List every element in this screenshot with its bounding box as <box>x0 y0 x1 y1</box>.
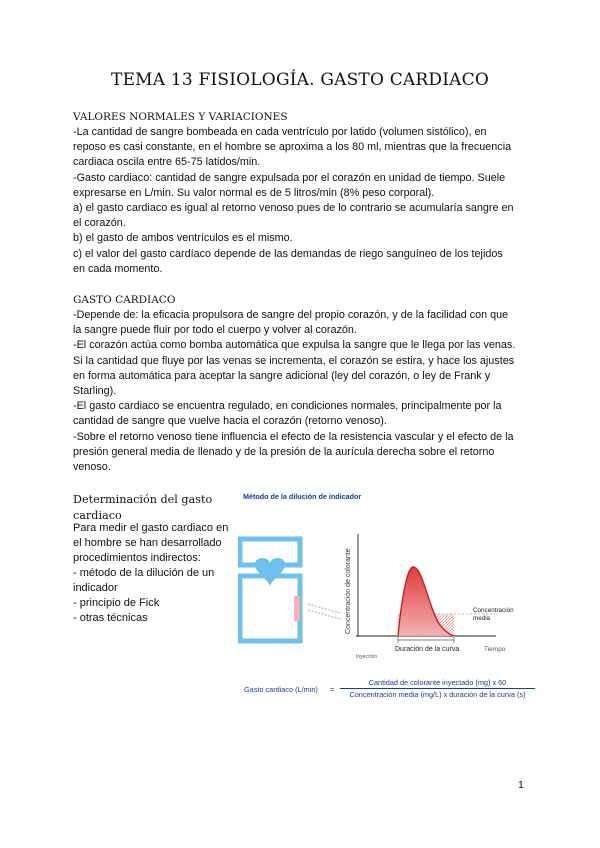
concentration-graph <box>356 534 496 643</box>
paragraph-line: -Depende de: la eficacia propulsora de sangre del propio corazón, y de la facilidad con que <box>73 309 509 321</box>
heart-icon <box>255 558 285 587</box>
upper-vessel-loop <box>240 539 300 565</box>
paragraph-line: reposo es casi constante, en el hombre se aproxima a los 80 ml, mientras que la frecuencia <box>73 141 512 154</box>
paragraph-line: -El corazón actúa como bomba automática que expulsa la sangre que le llega por las venas. <box>73 339 516 352</box>
paragraph-line: en forma automática para aceptar la sangre adicional (ley del corazón, o ley de Frank y <box>73 369 491 382</box>
section-determinacion-text <box>73 521 248 626</box>
paragraph-line: -El gasto cardiaco se encuentra regulado, en condiciones normales, principalmente por la <box>73 400 502 413</box>
heart-circuit-diagram <box>240 539 340 641</box>
paragraph-line: Starling). <box>73 385 117 398</box>
list-item: - método de la dilución de un <box>73 567 215 579</box>
figure-illustration <box>238 504 538 684</box>
list-item: indicador <box>73 582 118 594</box>
paragraph-line: a) el gasto cardiaco es igual al retorno venoso pues de lo contrario se acumularía sangre en <box>73 202 514 215</box>
paragraph-line: expresarse en L/min. Su valor normal es de 5 litros/min (8% peso corporal). <box>73 186 435 199</box>
formula-equals: = <box>330 685 335 694</box>
figure-title: Método de la dilución de indicador <box>243 492 362 501</box>
paragraph-line: procedimientos indirectos: <box>73 552 201 564</box>
paragraph-line: -La cantidad de sangre bombeada en cada ventrículo por latido (volumen sistólico), en <box>73 126 487 138</box>
paragraph-line: venoso. <box>73 461 111 474</box>
heading-line: cardiaco <box>73 509 122 522</box>
formula-lhs: Gasto cardiaco (L/min) <box>244 685 318 694</box>
page-title: TEMA 13 FISIOLOGÍA. GASTO CARDIACO <box>111 70 489 90</box>
paragraph-line: -Gasto cardiaco: cantidad de sangre expulsada por el corazón en unidad de tiempo. Suele <box>73 171 506 184</box>
fraction-bar <box>340 688 535 689</box>
paragraph-line: -Sobre el retorno venoso tiene influencia el efecto de la resistencia vascular y el efecto de la <box>73 430 514 443</box>
section-heading: VALORES NORMALES Y VARIACIONES <box>73 111 288 123</box>
list-item: - principio de Fick <box>73 597 160 609</box>
paragraph-line: el corazón. <box>73 217 126 230</box>
injection-label: Inyección <box>356 654 378 660</box>
paragraph-line: cantidad de sangre que vuelve hacia el corazón (retorno venoso). <box>73 415 387 428</box>
section-heading: GASTO CARDIACO <box>73 294 176 306</box>
y-axis-label: Concentración de colorante <box>345 548 352 634</box>
paragraph-line: Para medir el gasto cardiaco en <box>73 522 229 534</box>
indicator-dilution-figure <box>238 492 538 702</box>
cardiac-output-formula <box>244 678 539 704</box>
page-number: 1 <box>518 779 524 791</box>
formula-numerator: Cantidad de colorante inyectado (mg) x 60 <box>368 678 507 687</box>
paragraph-line: presión general media de llenado y de la presión de la aurícula derecha sobre el retorno <box>73 445 495 458</box>
formula-denominator: Concentración media (mg/L) x duración de la curva (s) <box>349 690 526 699</box>
section-heading-determinacion <box>73 492 243 524</box>
section-gasto-cardiaco <box>73 293 533 475</box>
section-valores-normales <box>73 110 533 277</box>
paragraph-line: en cada momento. <box>73 262 163 275</box>
dye-bolus-segment <box>294 596 300 621</box>
paragraph-line: Si la cantidad que fluye por las venas se incrementa, el corazón se estira, y hace los ajustes <box>73 354 515 367</box>
mean-label-line: Concentración <box>473 607 514 614</box>
heading-line: Determinación del gasto <box>73 493 213 506</box>
paragraph-line: el hombre se han desarrollado <box>73 537 222 549</box>
paragraph-line: c) el valor del gasto cardíaco depende de las demandas de riego sanguíneo de los tejidos <box>73 247 503 260</box>
list-item: - otras técnicas <box>73 612 148 624</box>
mean-label-line: media <box>473 615 491 622</box>
duration-label: Duración de la curva <box>395 646 460 653</box>
paragraph-line: la sangre puede fluir por todo el cuerpo y volver al corazón. <box>73 324 357 337</box>
x-axis-label: Tiempo <box>484 646 506 653</box>
paragraph-line: cardiaca oscila entre 65-75 latidos/min. <box>73 156 261 169</box>
paragraph-line: b) el gasto de ambos ventrículos es el mismo. <box>73 232 293 245</box>
